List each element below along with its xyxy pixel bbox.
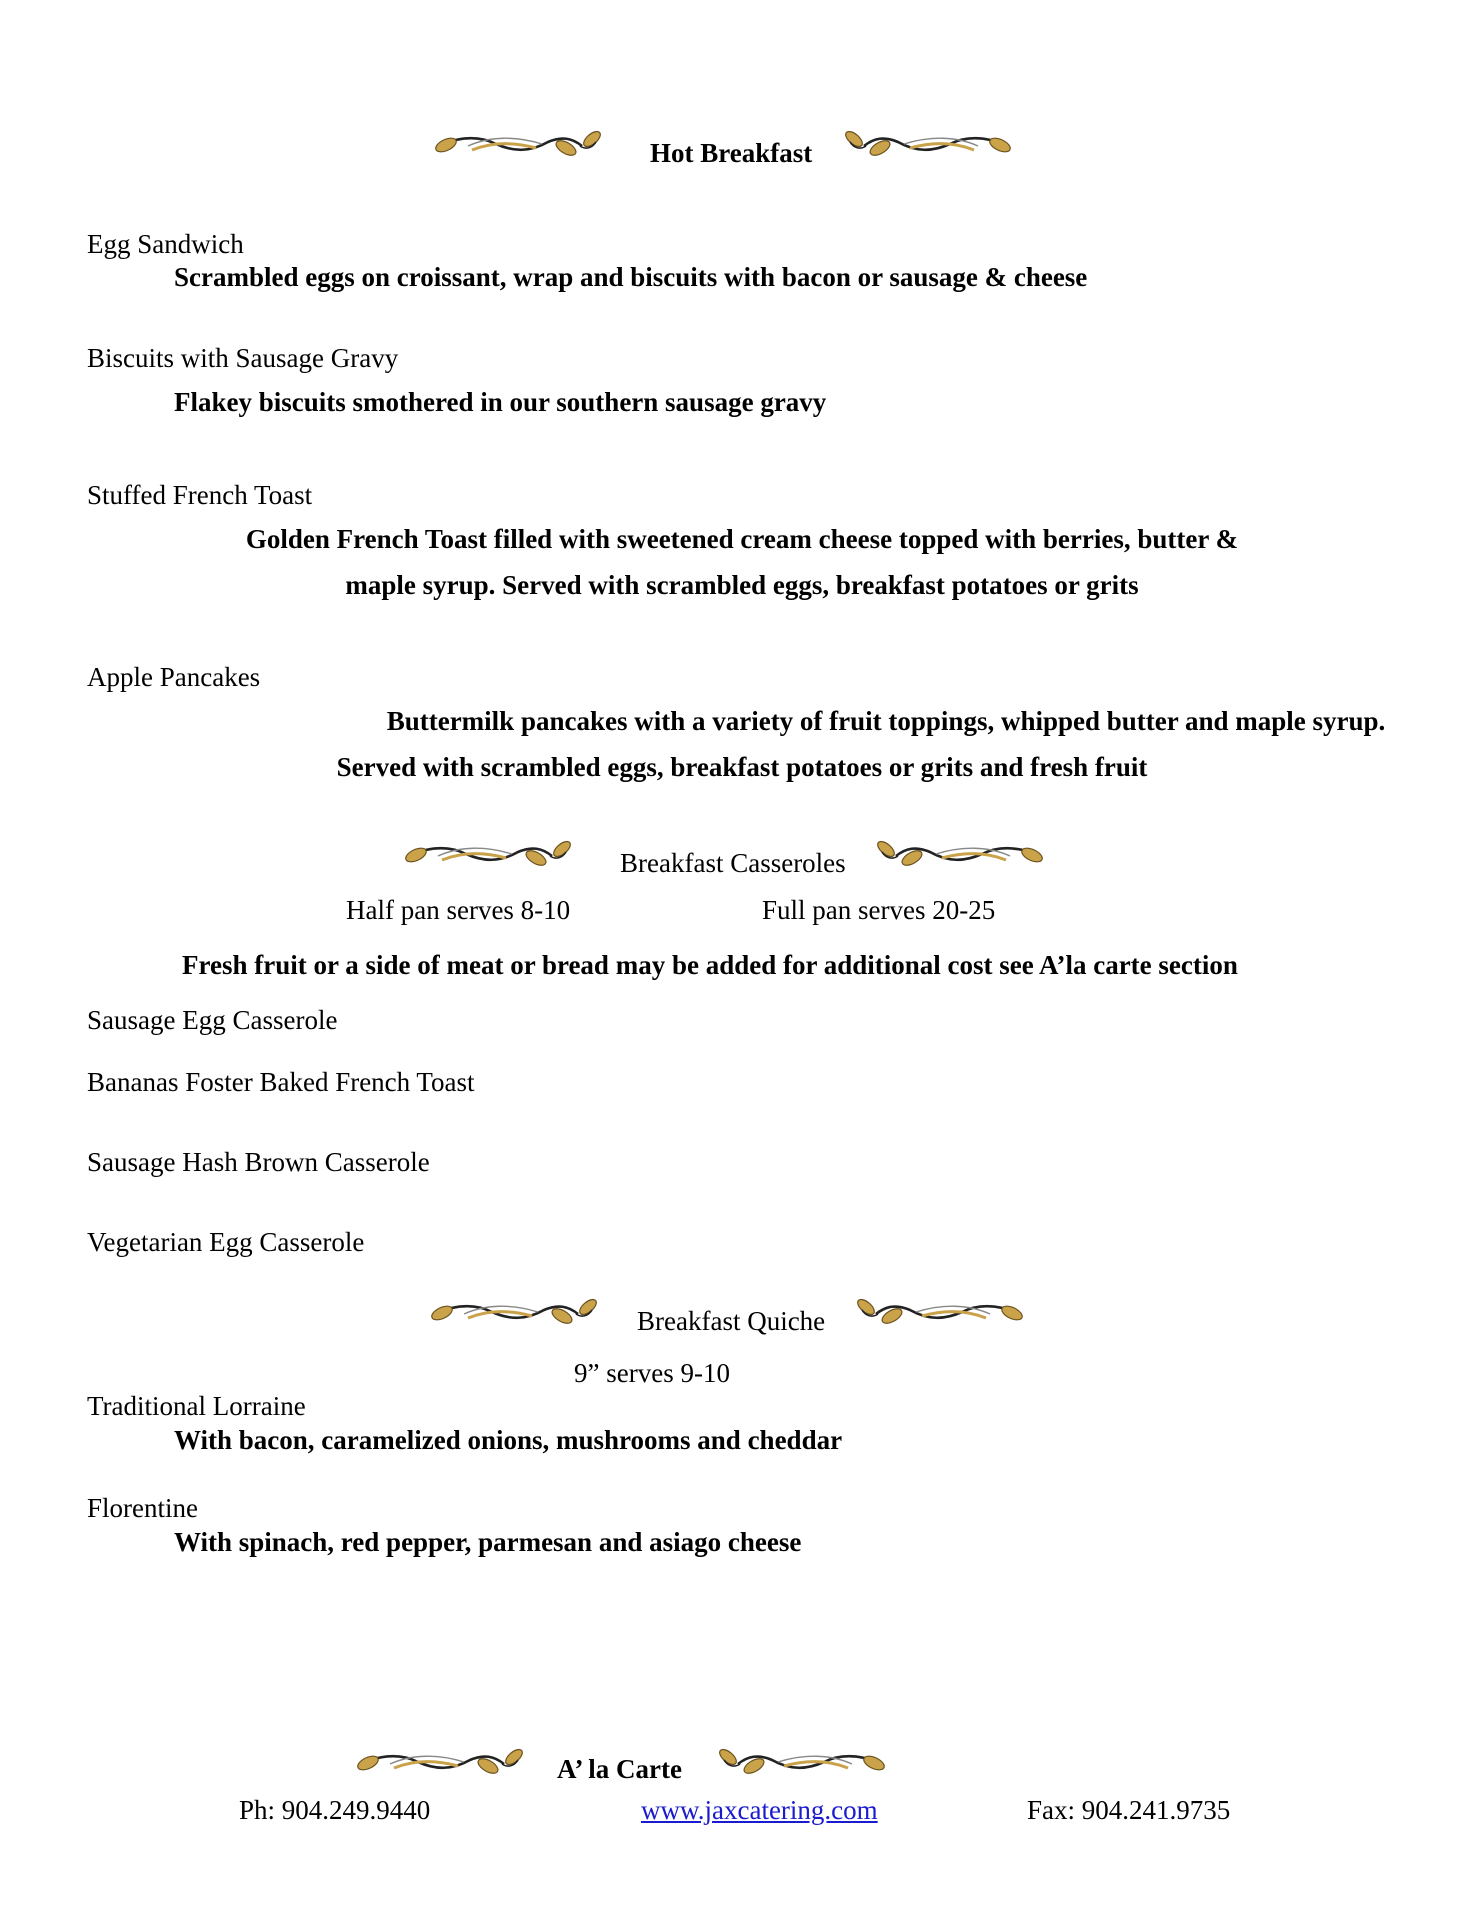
vine-ornament-left xyxy=(428,1296,604,1332)
full-pan-serving: Full pan serves 20-25 xyxy=(762,895,996,925)
menu-item-desc: With bacon, caramelized onions, mushrooms and cheddar xyxy=(174,1425,843,1455)
menu-item-name: Stuffed French Toast xyxy=(87,480,313,510)
casserole-item: Sausage Egg Casserole xyxy=(87,1005,338,1035)
menu-item-desc: With spinach, red pepper, parmesan and asiago cheese xyxy=(174,1527,802,1557)
menu-item-name: Apple Pancakes xyxy=(87,662,261,692)
menu-item-desc-line: Buttermilk pancakes with a variety of fruit toppings, whipped butter and maple syrup. xyxy=(386,706,1386,736)
section-title-casseroles: Breakfast Casseroles xyxy=(620,848,846,878)
vine-ornament-right xyxy=(870,838,1046,874)
vine-ornament-right xyxy=(850,1296,1026,1332)
vine-ornament-right xyxy=(712,1746,888,1782)
menu-item-desc-line: Served with scrambled eggs, breakfast potatoes or grits and fresh fruit xyxy=(336,752,1148,782)
menu-item-desc-line: maple syrup. Served with scrambled eggs, breakfast potatoes or grits xyxy=(345,570,1139,600)
vine-ornament-left xyxy=(354,1746,530,1782)
section-title-hot-breakfast: Hot Breakfast xyxy=(650,138,813,168)
menu-item-name: Traditional Lorraine xyxy=(87,1391,306,1421)
menu-item-name: Egg Sandwich xyxy=(87,229,244,259)
vine-ornament-left xyxy=(432,128,608,164)
quiche-serving: 9” serves 9-10 xyxy=(574,1358,730,1388)
casserole-item: Vegetarian Egg Casserole xyxy=(87,1227,365,1257)
menu-item-desc: Flakey biscuits smothered in our southern sausage gravy xyxy=(174,387,827,417)
section-title-quiche: Breakfast Quiche xyxy=(637,1306,826,1336)
section-title-a-la-carte: A’ la Carte xyxy=(557,1754,682,1784)
menu-item-desc: Scrambled eggs on croissant, wrap and biscuits with bacon or sausage & cheese xyxy=(174,262,1088,292)
footer-website-link[interactable]: www.jaxcatering.com xyxy=(641,1795,878,1825)
casserole-item: Sausage Hash Brown Casserole xyxy=(87,1147,430,1177)
footer-fax: Fax: 904.241.9735 xyxy=(1027,1795,1231,1825)
menu-item-desc-line: Golden French Toast filled with sweetened cream cheese topped with berries, butter & xyxy=(245,524,1239,554)
vine-ornament-left xyxy=(402,838,578,874)
menu-item-name: Florentine xyxy=(87,1493,198,1523)
footer-phone: Ph: 904.249.9440 xyxy=(239,1795,431,1825)
casserole-item: Bananas Foster Baked French Toast xyxy=(87,1067,475,1097)
vine-ornament-right xyxy=(838,128,1014,164)
menu-item-name: Biscuits with Sausage Gravy xyxy=(87,343,399,373)
half-pan-serving: Half pan serves 8-10 xyxy=(346,895,571,925)
casserole-note: Fresh fruit or a side of meat or bread may be added for additional cost see A’la carte section xyxy=(182,950,1238,980)
